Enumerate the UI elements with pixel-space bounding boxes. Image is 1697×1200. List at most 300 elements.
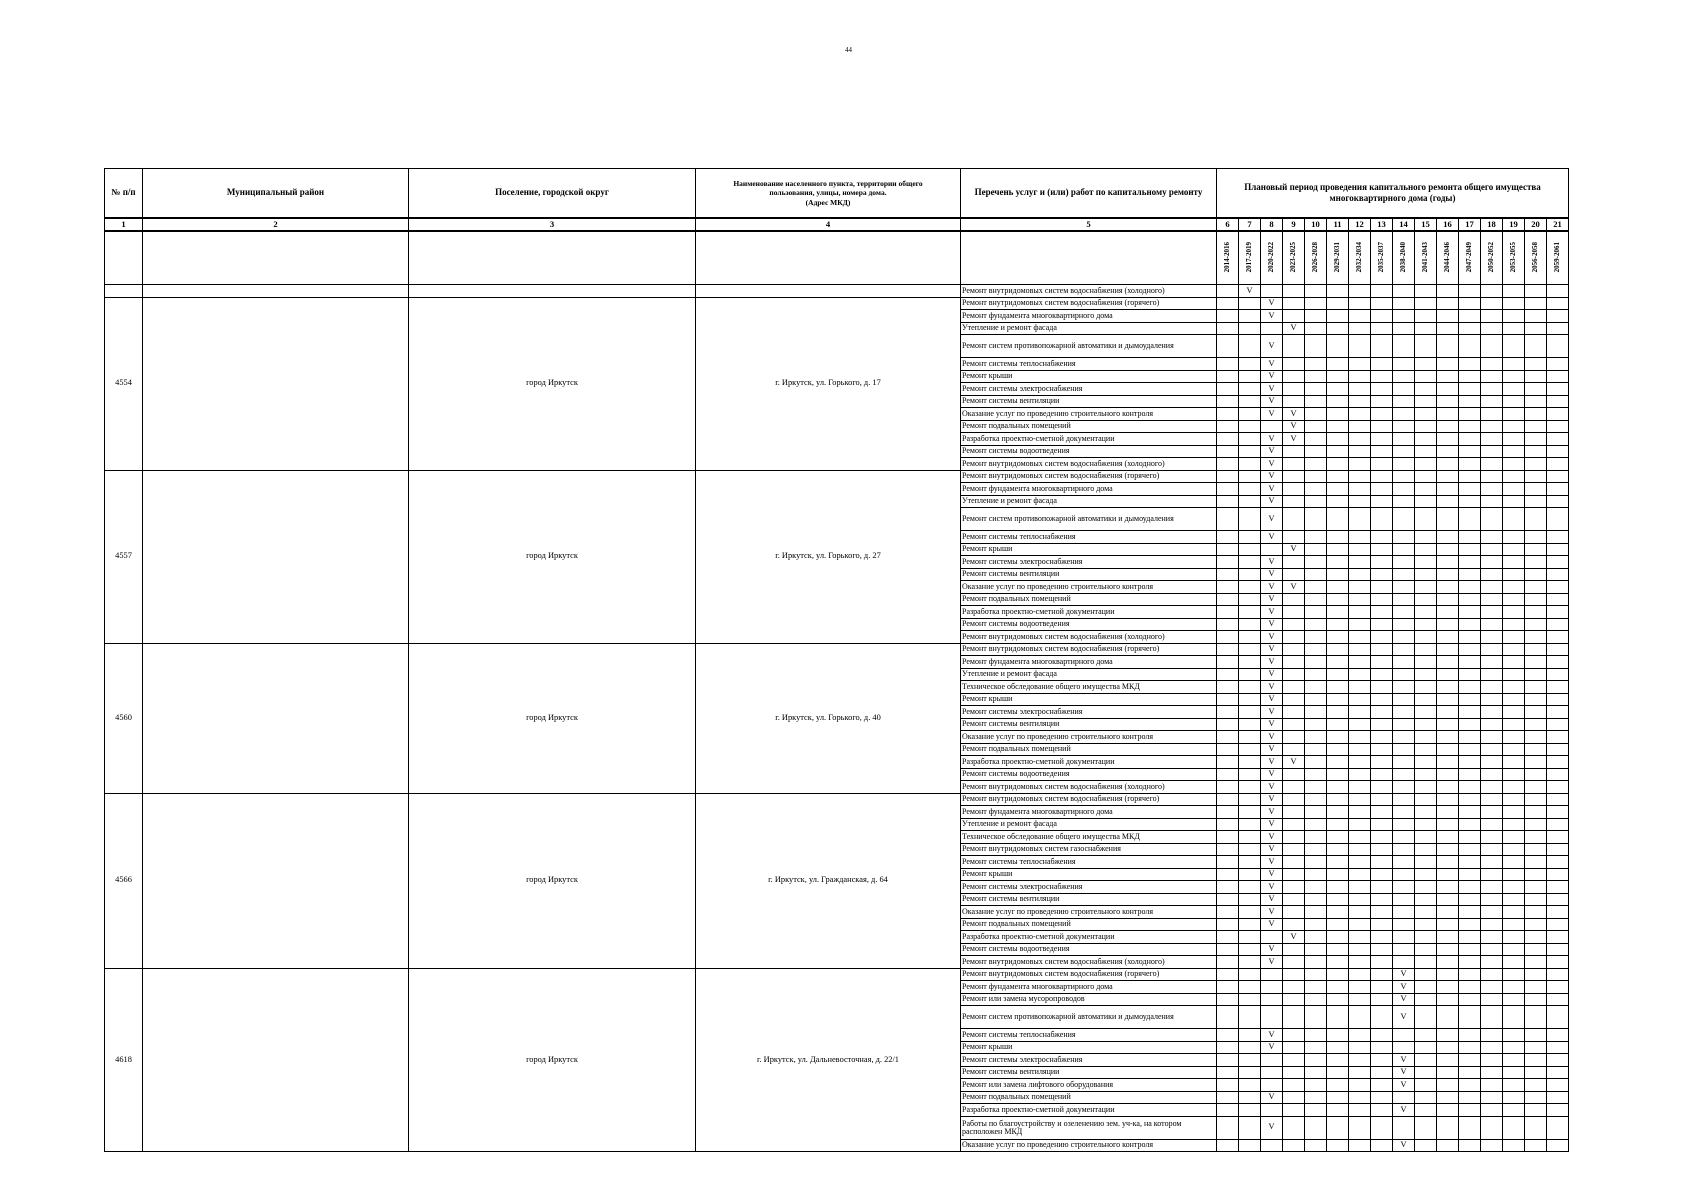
period-mark: V — [1393, 1079, 1415, 1092]
period-cell — [1503, 335, 1525, 358]
period-cell — [1239, 420, 1261, 433]
period-cell — [1525, 593, 1547, 606]
period-cell — [1305, 1091, 1327, 1104]
period-cell — [1217, 420, 1239, 433]
period-cell — [1415, 706, 1437, 719]
period-cell — [1327, 868, 1349, 881]
work-item: Техническое обследование общего имущества МКД — [961, 831, 1217, 844]
period-cell — [1217, 568, 1239, 581]
period-cell — [1415, 1066, 1437, 1079]
period-cell — [1503, 718, 1525, 731]
period-cell — [1349, 618, 1371, 631]
period-cell — [1481, 731, 1503, 744]
period-mark: V — [1261, 956, 1283, 969]
period-cell — [1437, 968, 1459, 981]
period-cell — [1459, 358, 1481, 371]
period-mark: V — [1393, 968, 1415, 981]
period-cell — [1217, 370, 1239, 383]
settlement-cell: город Иркутск — [409, 297, 696, 470]
period-cell — [1283, 818, 1305, 831]
period-cell — [1393, 743, 1415, 756]
period-cell — [1459, 581, 1481, 594]
period-cell — [1239, 531, 1261, 544]
work-item: Ремонт подвальных помещений — [961, 918, 1217, 931]
period-cell — [1283, 508, 1305, 531]
period-cell — [1349, 297, 1371, 310]
period-cell — [1283, 335, 1305, 358]
period-cell — [1349, 681, 1371, 694]
period-cell — [1371, 781, 1393, 794]
period-cell — [1327, 818, 1349, 831]
period-cell — [1459, 856, 1481, 869]
period-cell — [1305, 756, 1327, 769]
work-item: Ремонт крыши — [961, 1041, 1217, 1054]
period-cell — [1239, 693, 1261, 706]
period-cell — [1459, 420, 1481, 433]
work-item: Ремонт систем противопожарной автоматики и дымоудаления — [961, 335, 1217, 358]
period-cell — [1217, 581, 1239, 594]
period-cell — [1525, 693, 1547, 706]
period-cell — [1547, 906, 1569, 919]
period-cell — [1349, 606, 1371, 619]
period-cell — [1371, 606, 1393, 619]
period-cell — [1503, 706, 1525, 719]
period-cell — [1349, 818, 1371, 831]
period-cell — [1481, 1029, 1503, 1042]
period-cell — [1349, 968, 1371, 981]
period-cell — [1217, 768, 1239, 781]
period-cell — [1349, 831, 1371, 844]
period-cell — [1327, 297, 1349, 310]
period-cell — [1327, 395, 1349, 408]
period-cell — [1305, 831, 1327, 844]
period-mark: V — [1261, 508, 1283, 531]
work-item: Ремонт подвальных помещений — [961, 593, 1217, 606]
work-item: Ремонт системы вентиляции — [961, 1066, 1217, 1079]
period-cell — [1503, 370, 1525, 383]
period-cell — [1525, 856, 1547, 869]
period-cell — [1481, 981, 1503, 994]
period-cell — [1217, 1091, 1239, 1104]
period-cell — [1371, 793, 1393, 806]
column-number: 10 — [1305, 218, 1327, 231]
period-cell — [1305, 1116, 1327, 1139]
header-district: Муниципальный район — [143, 169, 409, 219]
period-cell — [1437, 470, 1459, 483]
period-mark: V — [1261, 310, 1283, 323]
row-number: 4566 — [105, 793, 143, 968]
period-cell — [1239, 681, 1261, 694]
period-cell — [1547, 1054, 1569, 1067]
period-cell — [1283, 1091, 1305, 1104]
period-cell — [1525, 618, 1547, 631]
period-cell — [1503, 768, 1525, 781]
district-cell — [143, 470, 409, 643]
period-cell — [1547, 310, 1569, 323]
period-label: 2014-2016 — [1223, 241, 1231, 272]
period-cell — [1239, 618, 1261, 631]
period-cell — [1217, 806, 1239, 819]
period-cell — [1393, 618, 1415, 631]
period-cell — [1393, 322, 1415, 335]
period-cell — [1459, 531, 1481, 544]
period-cell — [1393, 918, 1415, 931]
period-cell — [1305, 310, 1327, 323]
column-number: 7 — [1239, 218, 1261, 231]
period-cell — [1327, 756, 1349, 769]
period-cell — [1415, 656, 1437, 669]
period-cell — [1327, 470, 1349, 483]
period-cell — [1547, 593, 1569, 606]
period-cell — [1547, 297, 1569, 310]
period-cell — [1239, 543, 1261, 556]
period-mark: V — [1261, 731, 1283, 744]
period-cell — [1349, 856, 1371, 869]
period-cell — [1217, 1054, 1239, 1067]
period-cell — [1349, 322, 1371, 335]
period-cell — [1327, 618, 1349, 631]
period-cell — [1525, 1091, 1547, 1104]
period-cell — [1547, 1116, 1569, 1139]
period-cell — [1327, 495, 1349, 508]
work-item: Утепление и ремонт фасада — [961, 322, 1217, 335]
period-cell — [1393, 881, 1415, 894]
period-cell — [1393, 568, 1415, 581]
period-cell — [1547, 993, 1569, 1006]
period-cell — [1283, 495, 1305, 508]
period-cell — [1503, 556, 1525, 569]
work-item: Ремонт фундамента многоквартирного дома — [961, 310, 1217, 323]
period-cell — [1327, 743, 1349, 756]
header-address-line: Наименование населенного пункта, территории общего — [733, 178, 923, 188]
period-cell — [1481, 818, 1503, 831]
period-cell — [1349, 358, 1371, 371]
period-cell — [1481, 358, 1503, 371]
period-cell — [1371, 383, 1393, 396]
work-item: Оказание услуг по проведению строительного контроля — [961, 1139, 1217, 1152]
period-cell — [1503, 483, 1525, 496]
settlement-cell: город Иркутск — [409, 643, 696, 793]
period-cell — [1393, 1029, 1415, 1042]
period-cell — [1305, 358, 1327, 371]
period-cell — [1503, 1054, 1525, 1067]
period-cell — [1437, 358, 1459, 371]
period-cell — [1217, 656, 1239, 669]
period-cell — [1393, 285, 1415, 298]
period-cell — [1239, 1139, 1261, 1152]
period-cell — [1415, 968, 1437, 981]
period-cell — [1525, 881, 1547, 894]
period-cell — [1415, 1139, 1437, 1152]
period-cell — [1481, 1079, 1503, 1092]
period-cell — [1415, 1091, 1437, 1104]
work-item: Ремонт крыши — [961, 693, 1217, 706]
period-cell — [1393, 445, 1415, 458]
period-cell — [1415, 806, 1437, 819]
period-cell — [1459, 543, 1481, 556]
period-cell — [1503, 1029, 1525, 1042]
period-cell — [1415, 1116, 1437, 1139]
work-item: Оказание услуг по проведению строительного контроля — [961, 731, 1217, 744]
period-cell — [1437, 656, 1459, 669]
period-cell — [1415, 743, 1437, 756]
period-cell — [1503, 968, 1525, 981]
period-cell — [1481, 618, 1503, 631]
period-cell — [1371, 322, 1393, 335]
header-period-line: многоквартирного дома (годы) — [1329, 193, 1456, 203]
period-cell — [1503, 881, 1525, 894]
period-cell — [1481, 756, 1503, 769]
period-cell — [1261, 1139, 1283, 1152]
column-number: 11 — [1327, 218, 1349, 231]
period-cell — [1437, 718, 1459, 731]
work-item: Ремонт системы теплоснабжения — [961, 358, 1217, 371]
period-cell — [1327, 383, 1349, 396]
period-mark: V — [1261, 568, 1283, 581]
period-cell — [1305, 483, 1327, 496]
period-cell — [1371, 968, 1393, 981]
period-cell — [1437, 1104, 1459, 1117]
period-cell — [1437, 831, 1459, 844]
period-cell — [1349, 868, 1371, 881]
work-item: Ремонт системы вентиляции — [961, 568, 1217, 581]
period-cell — [1415, 1104, 1437, 1117]
period-cell — [1525, 508, 1547, 531]
period-cell — [1393, 643, 1415, 656]
period-cell — [1503, 943, 1525, 956]
period-cell — [1415, 843, 1437, 856]
period-cell — [1349, 1066, 1371, 1079]
period-cell — [1525, 495, 1547, 508]
period-mark: V — [1261, 756, 1283, 769]
column-number: 3 — [409, 218, 696, 231]
period-cell — [1305, 556, 1327, 569]
period-cell — [1547, 943, 1569, 956]
period-cell — [1349, 781, 1371, 794]
period-cell — [1459, 1139, 1481, 1152]
period-cell — [1305, 681, 1327, 694]
period-cell — [1415, 285, 1437, 298]
work-item: Ремонт фундамента многоквартирного дома — [961, 981, 1217, 994]
period-cell — [1327, 1091, 1349, 1104]
settlement-cell: город Иркутск — [409, 968, 696, 1152]
period-cell — [1349, 893, 1371, 906]
period-cell — [1481, 918, 1503, 931]
period-cell — [1327, 881, 1349, 894]
period-cell — [1437, 893, 1459, 906]
period-cell — [1481, 1006, 1503, 1029]
period-mark: V — [1261, 881, 1283, 894]
period-cell — [1503, 981, 1525, 994]
period-cell — [1327, 831, 1349, 844]
period-cell — [1371, 918, 1393, 931]
period-cell — [1459, 981, 1481, 994]
period-cell — [1371, 1116, 1393, 1139]
period-mark: V — [1393, 1006, 1415, 1029]
period-cell — [1503, 756, 1525, 769]
period-cell — [1305, 931, 1327, 944]
period-cell — [1525, 606, 1547, 619]
work-item: Ремонт крыши — [961, 543, 1217, 556]
period-cell — [1525, 843, 1547, 856]
period-mark: V — [1261, 483, 1283, 496]
period-cell — [1371, 395, 1393, 408]
period-cell — [1371, 420, 1393, 433]
period-cell — [1459, 1116, 1481, 1139]
period-cell — [1525, 718, 1547, 731]
period-cell — [1459, 806, 1481, 819]
period-cell — [1437, 956, 1459, 969]
period-mark: V — [1261, 643, 1283, 656]
period-cell — [1349, 768, 1371, 781]
period-cell — [1261, 1006, 1283, 1029]
period-mark: V — [1261, 856, 1283, 869]
period-cell — [1305, 868, 1327, 881]
period-cell — [1547, 1139, 1569, 1152]
period-cell — [1547, 285, 1569, 298]
period-cell — [1305, 1139, 1327, 1152]
district-cell — [143, 643, 409, 793]
period-mark: V — [1261, 495, 1283, 508]
period-cell — [1283, 297, 1305, 310]
period-blank — [105, 231, 143, 285]
period-cell — [1503, 358, 1525, 371]
period-cell — [1283, 1054, 1305, 1067]
address-cell — [696, 285, 961, 298]
period-header — [1415, 231, 1437, 285]
period-cell — [1239, 1116, 1261, 1139]
period-cell — [1393, 956, 1415, 969]
period-cell — [1437, 508, 1459, 531]
period-cell — [1371, 1091, 1393, 1104]
period-cell — [1239, 793, 1261, 806]
period-cell — [1503, 668, 1525, 681]
period-cell — [1547, 718, 1569, 731]
period-cell — [1371, 297, 1393, 310]
period-cell — [1503, 893, 1525, 906]
period-cell — [1393, 656, 1415, 669]
period-cell — [1283, 593, 1305, 606]
period-mark: V — [1261, 593, 1283, 606]
period-mark: V — [1393, 1054, 1415, 1067]
period-mark: V — [1261, 843, 1283, 856]
period-cell — [1217, 531, 1239, 544]
period-cell — [1239, 993, 1261, 1006]
period-cell — [1437, 445, 1459, 458]
period-cell — [1371, 581, 1393, 594]
period-label: 2044-2046 — [1443, 241, 1451, 272]
period-cell — [1239, 1091, 1261, 1104]
period-cell — [1503, 1066, 1525, 1079]
period-cell — [1547, 693, 1569, 706]
period-cell — [1217, 408, 1239, 421]
period-cell — [1503, 508, 1525, 531]
period-cell — [1239, 643, 1261, 656]
settlement-cell: город Иркутск — [409, 793, 696, 968]
period-cell — [1503, 868, 1525, 881]
period-cell — [1503, 395, 1525, 408]
period-cell — [1415, 818, 1437, 831]
period-cell — [1393, 943, 1415, 956]
period-cell — [1459, 322, 1481, 335]
period-cell — [1217, 433, 1239, 446]
period-mark: V — [1261, 656, 1283, 669]
period-cell — [1327, 681, 1349, 694]
period-cell — [1305, 718, 1327, 731]
period-cell — [1415, 458, 1437, 471]
period-cell — [1437, 1066, 1459, 1079]
column-number: 5 — [961, 218, 1217, 231]
work-item: Ремонт фундамента многоквартирного дома — [961, 806, 1217, 819]
period-cell — [1525, 831, 1547, 844]
period-mark: V — [1261, 297, 1283, 310]
work-item: Ремонт системы электроснабжения — [961, 1054, 1217, 1067]
period-label: 2050-2052 — [1487, 241, 1495, 272]
period-header — [1547, 231, 1569, 285]
period-cell — [1371, 335, 1393, 358]
period-cell — [1481, 495, 1503, 508]
period-cell — [1437, 793, 1459, 806]
period-cell — [1393, 931, 1415, 944]
column-number: 21 — [1547, 218, 1569, 231]
period-cell — [1283, 383, 1305, 396]
period-cell — [1415, 993, 1437, 1006]
period-cell — [1393, 395, 1415, 408]
period-cell — [1283, 681, 1305, 694]
period-cell — [1459, 1091, 1481, 1104]
period-cell — [1239, 881, 1261, 894]
row-number: 4557 — [105, 470, 143, 643]
period-cell — [1503, 993, 1525, 1006]
period-cell — [1459, 656, 1481, 669]
period-cell — [1349, 395, 1371, 408]
period-cell — [1437, 731, 1459, 744]
period-cell — [1393, 781, 1415, 794]
period-cell — [1239, 568, 1261, 581]
period-cell — [1349, 1041, 1371, 1054]
period-cell — [1437, 743, 1459, 756]
period-cell — [1349, 743, 1371, 756]
period-cell — [1327, 593, 1349, 606]
work-item: Ремонт внутридомовых систем водоснабжения (холодного) — [961, 781, 1217, 794]
period-cell — [1239, 818, 1261, 831]
period-cell — [1371, 358, 1393, 371]
period-cell — [1283, 395, 1305, 408]
period-cell — [1371, 743, 1393, 756]
work-item: Ремонт системы электроснабжения — [961, 556, 1217, 569]
period-cell — [1459, 993, 1481, 1006]
period-cell — [1349, 756, 1371, 769]
period-cell — [1371, 1104, 1393, 1117]
period-cell — [1393, 420, 1415, 433]
work-item: Ремонт системы электроснабжения — [961, 881, 1217, 894]
period-cell — [1239, 918, 1261, 931]
work-item: Ремонт системы теплоснабжения — [961, 856, 1217, 869]
period-cell — [1481, 931, 1503, 944]
period-cell — [1283, 1139, 1305, 1152]
period-cell — [1239, 906, 1261, 919]
period-cell — [1217, 383, 1239, 396]
period-cell — [1393, 433, 1415, 446]
period-cell — [1525, 395, 1547, 408]
address-cell: г. Иркутск, ул. Горького, д. 17 — [696, 297, 961, 470]
period-cell — [1349, 1116, 1371, 1139]
period-cell — [1525, 543, 1547, 556]
period-cell — [1393, 681, 1415, 694]
period-mark: V — [1283, 420, 1305, 433]
period-cell — [1217, 756, 1239, 769]
address-cell: г. Иркутск, ул. Дальневосточная, д. 22/1 — [696, 968, 961, 1152]
